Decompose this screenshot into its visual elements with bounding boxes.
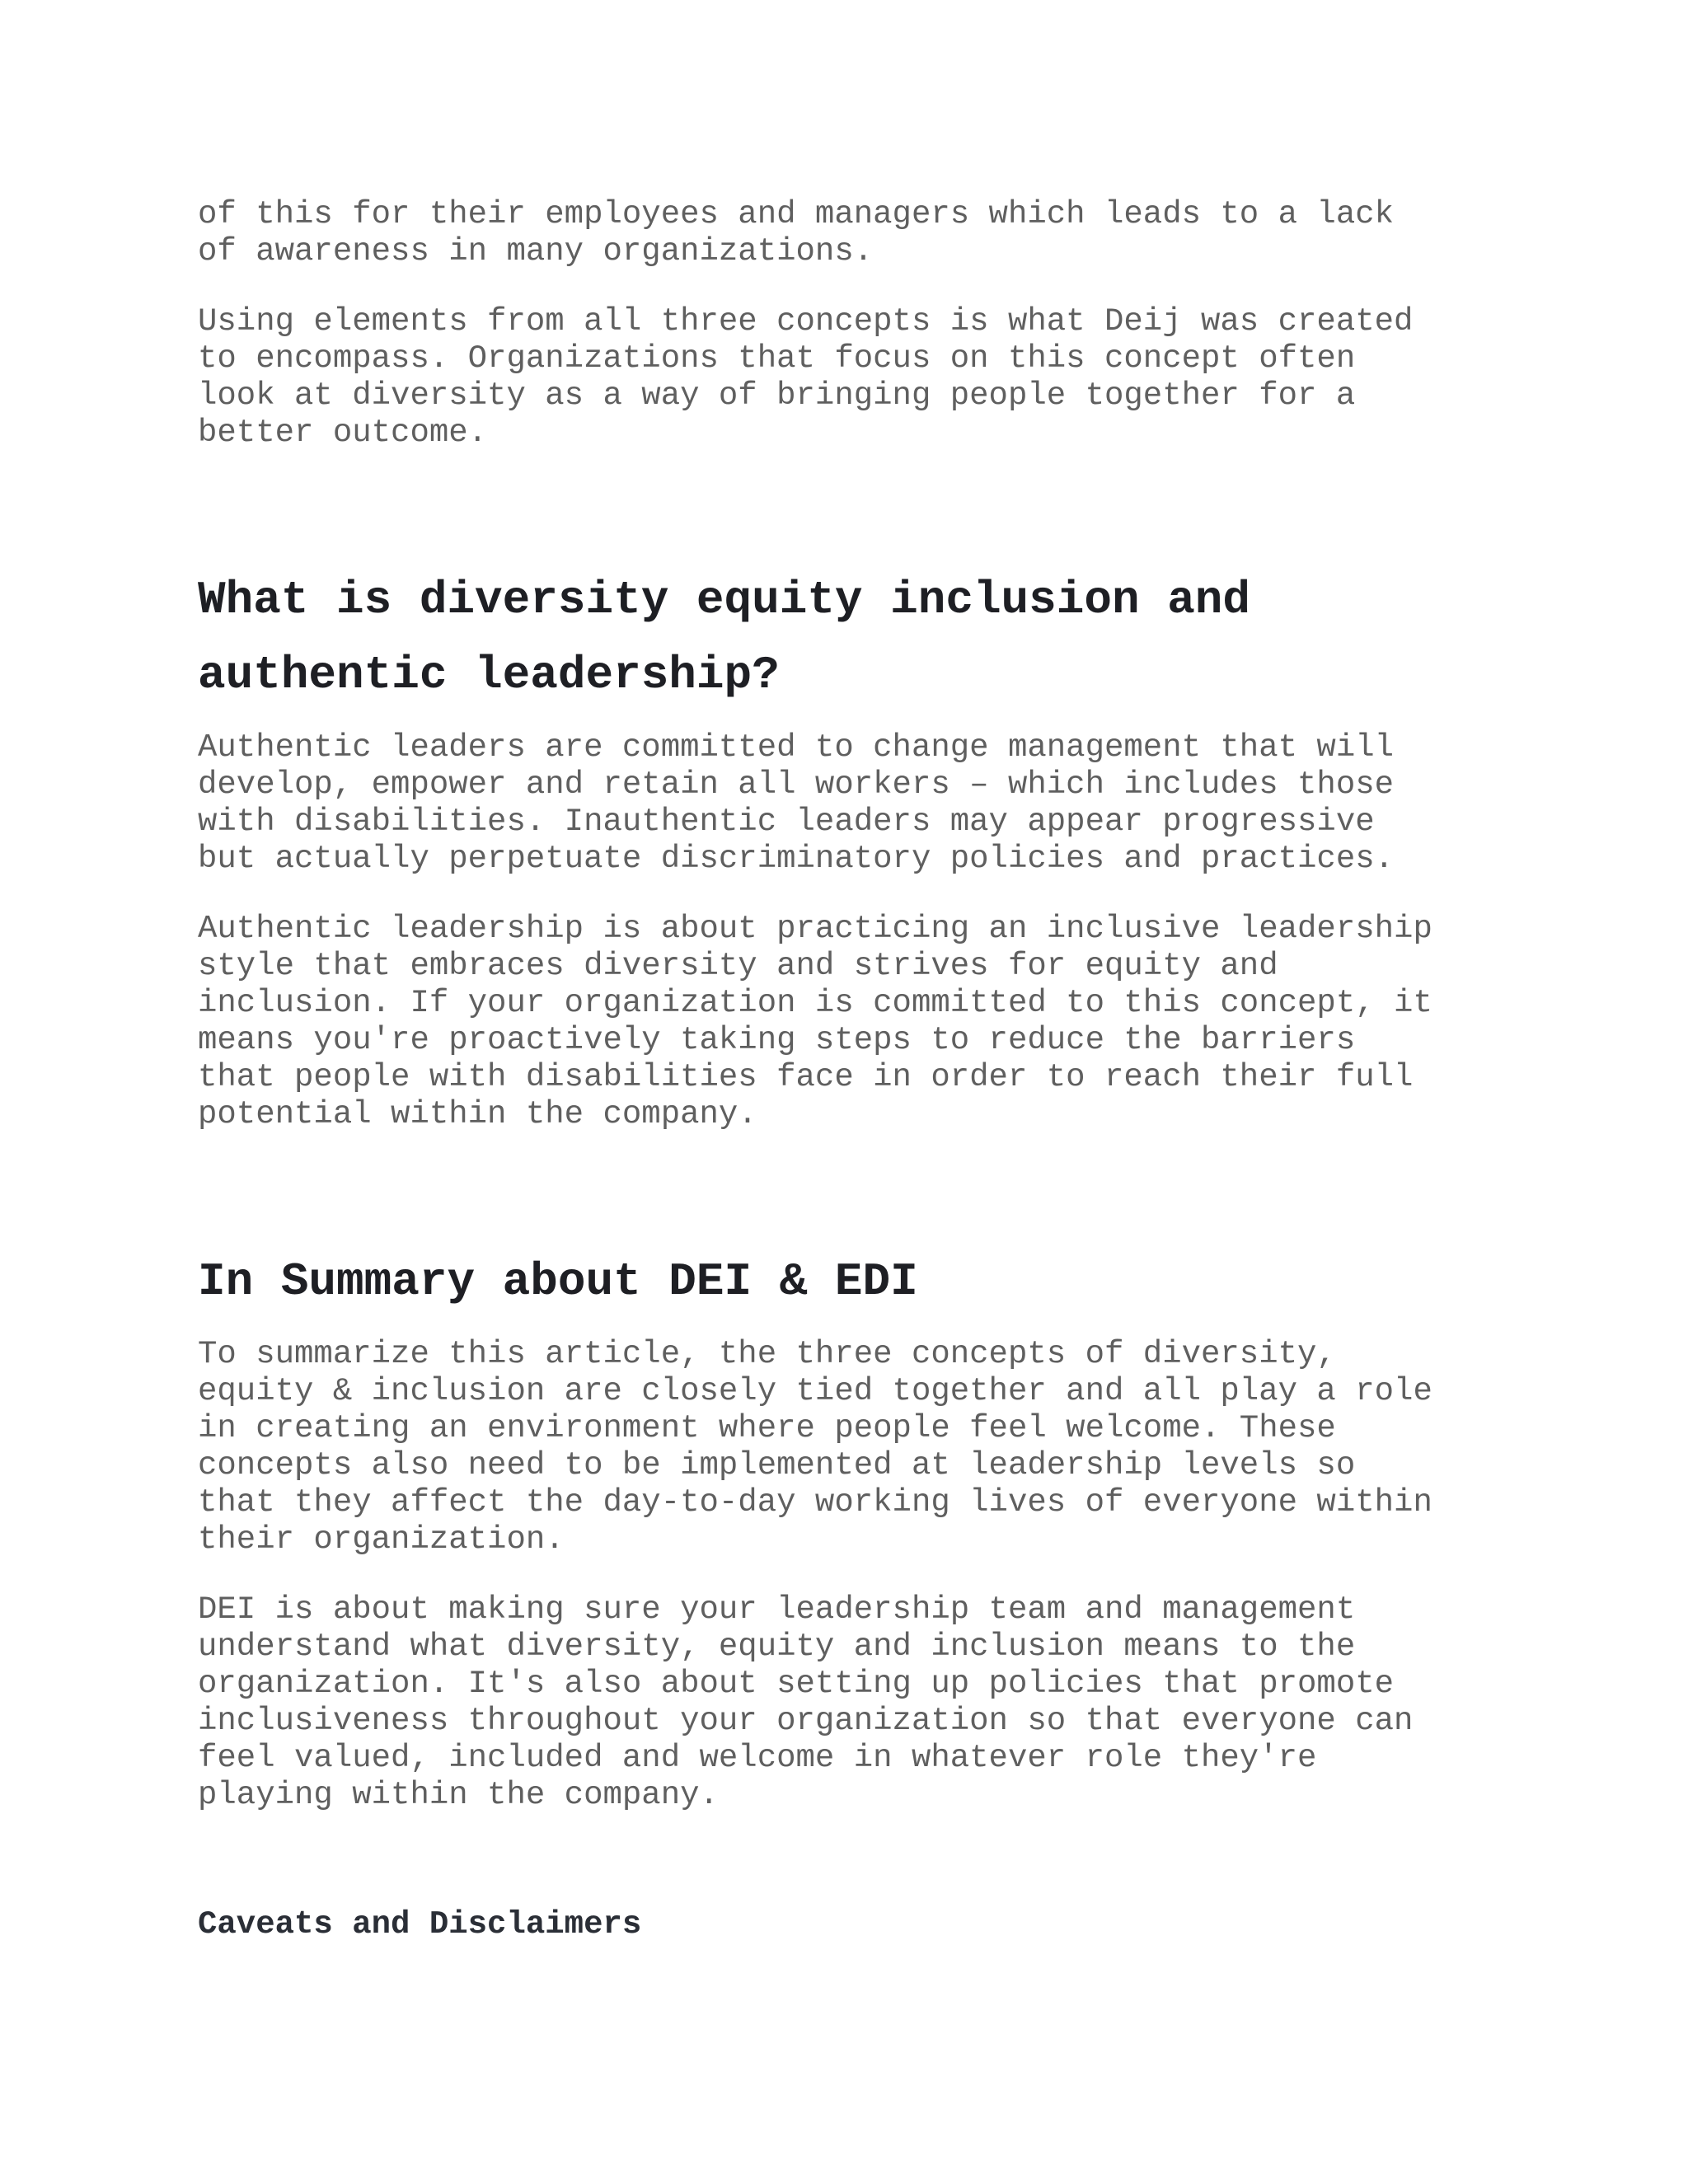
document-page [198, 196, 1550, 1943]
spacer [198, 713, 1550, 729]
body-paragraph: DEI is about making sure your leadership team and management understand what diversity, equity and inclusion means to the organization. It's also about setting up policies that promote inclusiveness throughout your organization so that everyone can feel valued, included and welcome in whatever role they're playing within the company. [198, 1591, 1414, 1813]
spacer [198, 1558, 1550, 1591]
spacer [198, 270, 1550, 303]
caveats-heading: Caveats and Disclaimers [198, 1906, 642, 1943]
body-paragraph: Authentic leaders are committed to change management that will develop, empower and retain all workers – which includes those with disabilities. Inauthentic leaders may appear progressive but actually perpetuate discriminatory policies and practices. [198, 729, 1395, 877]
section-heading-authentic-leadership: What is diversity equity inclusion and authentic leadership? [198, 574, 1251, 701]
body-paragraph: To summarize this article, the three concepts of diversity, equity & inclusion are closely tied together and all play a role in creating an environment where people feel welcome. These concepts also need to be implemented at leadership levels so that they affect the day-to-day working lives of everyone within their organization. [198, 1336, 1432, 1558]
spacer [198, 1133, 1550, 1244]
body-paragraph: Using elements from all three concepts is what Deij was created to encompass. Organizations that focus on this concept often look at diversity as a way of bringing people together for a better outcome. [198, 303, 1414, 451]
spacer [198, 1319, 1550, 1336]
spacer [198, 1814, 1550, 1906]
section-heading-summary: In Summary about DEI & EDI [198, 1255, 918, 1308]
spacer [198, 452, 1550, 563]
body-paragraph: Authentic leadership is about practicing an inclusive leadership style that embraces diversity and strives for equity and inclusion. If your organization is committed to this concept, it means you're proactively taking steps to reduce the barriers that people with disabilities face in order to reach their full potential within the company. [198, 911, 1432, 1132]
spacer [198, 878, 1550, 911]
body-paragraph: of this for their employees and managers which leads to a lack of awareness in many organizations. [198, 196, 1395, 269]
